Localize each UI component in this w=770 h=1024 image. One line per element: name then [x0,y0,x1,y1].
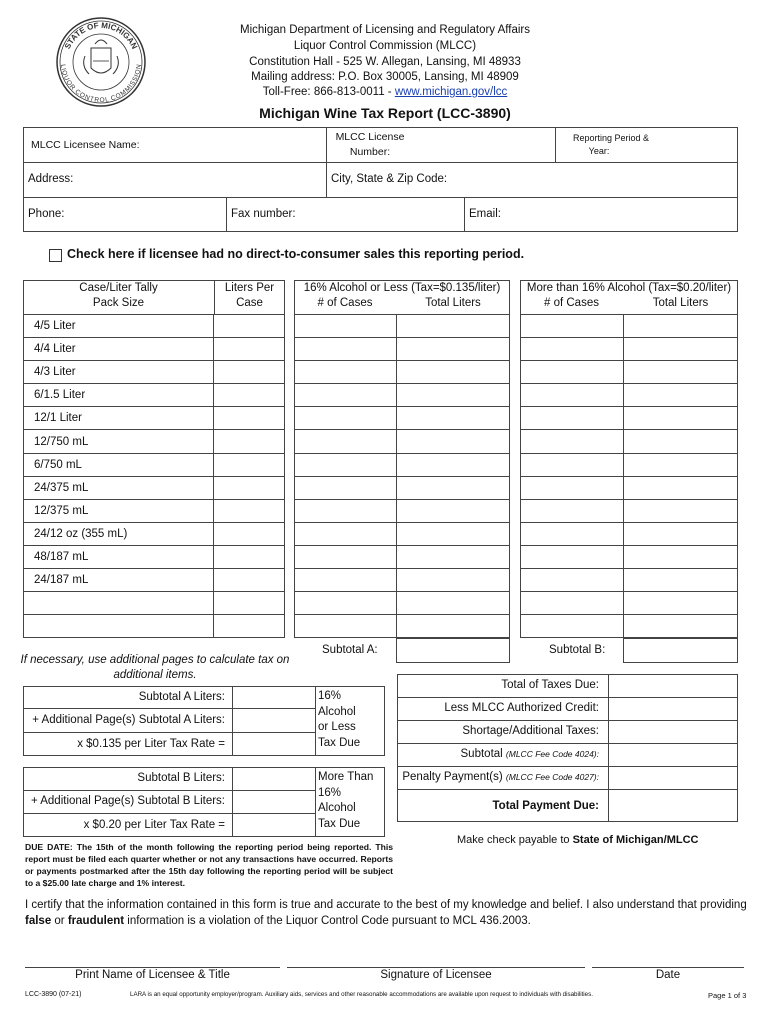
tax-due-b-field[interactable] [234,815,313,835]
liters-per-case-field[interactable] [214,453,285,476]
print-name-label: Print Name of Licensee & Title [75,969,230,981]
calc-a-side-label [318,689,360,751]
group-a-cases-field[interactable] [295,430,397,453]
subtotal-a-label: Subtotal A: [322,644,378,656]
phone-field[interactable] [70,200,222,228]
group-a-row [295,592,510,615]
payable-note [457,834,698,846]
phone-label: Phone: [28,208,65,220]
liters-per-case-field[interactable] [214,545,285,568]
group-b-liters-field[interactable] [623,569,737,592]
pack-size-row [24,545,285,568]
group-a-liters-field[interactable] [396,545,509,568]
print-name-line [25,967,280,968]
group-b-liters-field[interactable] [623,407,737,430]
group-b-cases-field[interactable] [521,569,624,592]
address-field[interactable] [80,165,322,193]
pack-size-row [24,499,285,522]
calc-b-side-2: 16% [318,786,342,799]
subtotal-fee-code: (MLCC Fee Code 4024): [505,749,599,759]
calc-b-side-3: Alcohol [318,802,356,814]
liters-per-case-header-1: Liters Per [224,282,275,294]
pack-size-cell: 24/375 mL [24,476,214,499]
group-b-liters-header: Total Liters [652,297,709,309]
additional-a-liters-field[interactable] [234,710,313,730]
group-b-table [520,314,738,638]
certify-part-1: I certify that the information contained in this form is true and accurate to the best of my knowledge and belief. I also understand that providing [25,899,747,911]
tax-rate-a-label: x $0.135 per Liter Tax Rate = [77,738,225,750]
liters-per-case-field[interactable] [214,361,285,384]
group-b-row [521,361,738,384]
penalty-field[interactable] [610,768,736,788]
address-label: Address: [28,173,74,185]
pack-size-cell: 24/187 mL [24,569,214,592]
penalty-label [397,771,599,783]
group-a-row [295,338,510,361]
pack-size-cell [24,615,214,638]
pack-size-cell: 6/750 mL [24,453,214,476]
pack-size-row [24,361,285,384]
pack-size-cell: 12/375 mL [24,499,214,522]
additional-a-liters-label: + Additional Page(s) Subtotal A Liters: [32,714,225,726]
group-b-liters-field[interactable] [623,315,737,338]
group-a-cases-field[interactable] [295,361,397,384]
subtotal-a-field[interactable] [396,638,510,663]
payable-to: State of Michigan/MLCC [572,834,699,846]
group-b-row [521,407,738,430]
group-b-cases-field[interactable] [521,361,624,384]
subtotal-fee-text: Subtotal [460,748,503,760]
group-a-cases-header: # of Cases [317,297,373,309]
group-b-cases-field[interactable] [521,453,624,476]
liters-per-case-header-2: Case [236,297,263,309]
group-b-cases-field[interactable] [521,384,624,407]
pack-size-row [24,453,285,476]
group-a-liters-field[interactable] [396,476,509,499]
calc-a-side-1: 16% [318,690,342,702]
group-b-row [521,592,738,615]
additional-b-liters-label: + Additional Page(s) Subtotal B Liters: [30,795,225,807]
group-a-liters-field[interactable] [396,315,509,338]
group-a-liters-field[interactable] [396,361,509,384]
print-name-field[interactable] [25,945,280,967]
calc-b-side-1: More Than [318,771,374,783]
group-a-liters-field[interactable] [396,569,509,592]
subtotal-b-liters-field[interactable] [234,769,313,789]
group-b-row [521,499,738,522]
total-taxes-label: Total of Taxes Due: [501,679,599,691]
address-line-2: Mailing address: P.O. Box 30005, Lansing, MI 48909 [251,71,519,83]
website-link[interactable]: www.michigan.gov/lcc [394,86,508,98]
liters-per-case-field[interactable] [214,315,285,338]
group-b-liters-field[interactable] [623,384,737,407]
pack-size-row [24,476,285,499]
toll-free-line [0,85,770,100]
group-a-cases-field[interactable] [295,407,397,430]
group-a-row [295,615,510,638]
payable-prefix: Make check payable to [457,834,573,846]
group-b-liters-field[interactable] [623,361,737,384]
equal-opportunity-notice: LARA is an equal opportunity employer/program. Auxiliary aids, services and other reasonable accommodations are available upon request to individuals with disabilities. [130,991,593,998]
address-line-1: Constitution Hall - 525 W. Allegan, Lansing, MI 48933 [249,56,521,68]
group-a-row [295,315,510,338]
group-a-liters-field[interactable] [396,499,509,522]
subtotal-fee-field[interactable] [610,745,736,765]
pack-size-cell: 6/1.5 Liter [24,384,214,407]
license-number-label-1: MLCC License [335,131,405,143]
group-b-liters-field[interactable] [623,430,737,453]
certify-fraudulent: fraudulent [67,914,125,927]
no-sales-checkbox-label: Check here if licensee had no direct-to-consumer sales this reporting period. [67,247,525,261]
pack-size-cell [24,592,214,615]
group-a-row [295,430,510,453]
email-label: Email: [469,208,501,220]
calc-b-side-label [318,770,373,832]
group-b-cases-field[interactable] [521,592,624,615]
group-a-liters-field[interactable] [396,592,509,615]
liters-per-case-field[interactable] [214,407,285,430]
group-a-row [295,476,510,499]
group-a-liters-field[interactable] [396,384,509,407]
seal-top-text: STATE OF MICHIGAN [62,20,140,51]
group-b-cases-field[interactable] [521,522,624,545]
group-a-cases-field[interactable] [295,615,397,638]
group-b-liters-field[interactable] [623,545,737,568]
signature-field[interactable] [287,945,585,967]
group-b-row [521,476,738,499]
liters-per-case-field[interactable] [214,522,285,545]
liters-per-case-field[interactable] [214,592,285,615]
group-a-cases-field[interactable] [295,338,397,361]
group-b-liters-field[interactable] [623,615,737,638]
shortage-field[interactable] [610,722,736,742]
group-a-liters-field[interactable] [396,615,509,638]
license-number-field[interactable] [412,130,552,158]
group-b-liters-field[interactable] [623,592,737,615]
group-a-header: 16% Alcohol or Less (Tax=$0.135/liter) [303,282,501,294]
certify-part-2: information is a violation of the Liquor Control Code pursuant to MCL 436.2003. [124,914,531,927]
fax-field[interactable] [300,200,460,228]
due-date-notice: DUE DATE: The 15th of the month following the reporting period being reported. This report must be filed each quarter whether or not any transactions have occurred. Reports or payments postmarked after the 15th day following the reporting period will be subject to a $25.00 late charge and 1% interest. [25,842,393,888]
group-a-cases-field[interactable] [295,453,397,476]
pack-size-cell: 4/4 Liter [24,338,214,361]
email-field[interactable] [505,200,735,228]
calc-a-side-4: Tax Due [318,736,361,749]
pack-size-cell: 48/187 mL [24,545,214,568]
group-a-liters-field[interactable] [396,522,509,545]
subtotal-b-field[interactable] [623,638,738,663]
city-state-zip-label: City, State & Zip Code: [331,173,448,185]
total-payment-field[interactable] [610,791,736,820]
group-a-row [295,384,510,407]
group-a-cases-field[interactable] [295,384,397,407]
group-b-liters-field[interactable] [623,476,737,499]
licensee-name-field[interactable] [150,130,322,158]
reporting-period-label-1: Reporting Period & [572,133,650,143]
subtotal-a-liters-field[interactable] [234,688,313,707]
total-taxes-field[interactable] [610,676,736,696]
group-b-row [521,615,738,638]
signature-line [287,967,585,968]
total-payment-label: Total Payment Due: [492,800,599,812]
liters-per-case-field[interactable] [214,499,285,522]
calc-a-side-2: Alcohol [318,705,356,718]
pack-size-header-2: Pack Size [92,297,145,309]
group-b-row [521,338,738,361]
group-b-liters-field[interactable] [623,453,737,476]
pack-size-row [24,592,285,615]
subtotal-a-liters-label: Subtotal A Liters: [138,691,225,703]
group-b-liters-field[interactable] [623,338,737,361]
tax-rate-b-label: x $0.20 per Liter Tax Rate = [83,819,225,831]
pack-size-cell: 24/12 oz (355 mL) [24,522,214,545]
group-a-liters-field[interactable] [396,338,509,361]
page-number: Page 1 of 3 [708,991,747,1000]
group-a-cases-field[interactable] [295,569,397,592]
pack-size-row [24,615,285,638]
calc-a-side-3: or Less [318,721,356,733]
group-a-liters-field[interactable] [396,407,509,430]
pack-size-header-1: Case/Liter Tally [79,282,158,294]
group-a-cases-field[interactable] [295,522,397,545]
group-b-row [521,522,738,545]
group-a-cases-field[interactable] [295,499,397,522]
group-a-table [294,314,510,638]
pack-size-row [24,338,285,361]
group-b-liters-field[interactable] [623,499,737,522]
group-b-row [521,384,738,407]
group-b-cases-field[interactable] [521,407,624,430]
group-a-row [295,499,510,522]
group-b-row [521,430,738,453]
group-a-row [295,453,510,476]
no-sales-checkbox[interactable] [49,249,62,262]
group-a-row [295,569,510,592]
date-label: Date [655,969,681,981]
date-line [592,967,744,968]
shortage-label: Shortage/Additional Taxes: [462,725,599,737]
certification-text [25,898,750,929]
group-a-liters-field[interactable] [396,453,509,476]
group-b-cases-field[interactable] [521,430,624,453]
group-b-cases-header: # of Cases [544,297,599,309]
tax-due-a-field[interactable] [234,734,313,754]
calc-b-side-4: Tax Due [318,817,361,830]
group-a-cases-field[interactable] [295,545,397,568]
penalty-text: Penalty Payment(s) [402,771,503,783]
reporting-period-label-2: Year: [588,146,610,156]
pack-size-cell: 12/750 mL [24,430,214,453]
pack-size-row [24,522,285,545]
group-b-liters-field[interactable] [623,522,737,545]
license-number-label-2: Number: [349,146,391,158]
group-a-liters-header: Total Liters [425,297,481,309]
group-b-cases-field[interactable] [521,499,624,522]
group-a-row [295,522,510,545]
pack-size-row [24,407,285,430]
dept-name: Michigan Department of Licensing and Regulatory Affairs [239,24,530,36]
liters-per-case-field[interactable] [214,384,285,407]
liters-per-case-field[interactable] [214,338,285,361]
liters-per-case-field[interactable] [214,615,285,638]
group-a-cases-field[interactable] [295,592,397,615]
group-a-liters-field[interactable] [396,430,509,453]
form-id: LCC-3890 (07-21) [25,991,82,998]
pack-size-row [24,569,285,592]
group-a-row [295,407,510,430]
group-a-row [295,545,510,568]
subtotal-fee-label [397,748,599,760]
licensee-name-label: MLCC Licensee Name: [31,139,140,151]
liters-per-case-field[interactable] [214,430,285,453]
certify-false: false [25,914,52,927]
pack-size-cell: 4/3 Liter [24,361,214,384]
pack-size-cell: 12/1 Liter [24,407,214,430]
signature-label: Signature of Licensee [380,969,492,981]
penalty-code: (MLCC Fee Code 4027): [505,772,599,782]
group-b-row [521,569,738,592]
group-b-row [521,315,738,338]
fax-label: Fax number: [231,208,296,220]
group-b-cases-field[interactable] [521,315,624,338]
liters-per-case-field[interactable] [214,476,285,499]
pack-size-cell: 4/5 Liter [24,315,214,338]
group-b-cases-field[interactable] [521,338,624,361]
subtotal-b-liters-label: Subtotal B Liters: [137,772,225,784]
certify-or: or [51,914,68,927]
form-title: Michigan Wine Tax Report (LCC-3890) [259,105,511,121]
subtotal-b-label: Subtotal B: [549,644,606,656]
pack-size-row [24,315,285,338]
liters-per-case-field[interactable] [214,569,285,592]
group-b-header: More than 16% Alcohol (Tax=$0.20/liter) [526,282,732,294]
group-b-row [521,545,738,568]
date-field[interactable] [592,945,744,967]
group-b-row [521,453,738,476]
commission-name: Liquor Control Commission (MLCC) [293,40,477,52]
toll-free-number: Toll-Free: 866-813-0011 - [262,86,395,98]
group-b-cases-field[interactable] [521,545,624,568]
group-b-cases-field[interactable] [521,476,624,499]
group-b-cases-field[interactable] [521,615,624,638]
group-a-row [295,361,510,384]
additional-b-liters-field[interactable] [234,792,313,812]
city-state-zip-field[interactable] [452,165,734,193]
pack-size-row [24,430,285,453]
less-credit-label: Less MLCC Authorized Credit: [444,702,599,714]
group-a-cases-field[interactable] [295,476,397,499]
pack-size-table [23,314,285,638]
less-credit-field[interactable] [610,699,736,719]
group-a-cases-field[interactable] [295,315,397,338]
seal-bottom-text: LIQUOR CONTROL COMMISSION [59,63,143,105]
pack-size-row [24,384,285,407]
additional-pages-note: If necessary, use additional pages to calculate tax on additional items. [20,654,290,681]
